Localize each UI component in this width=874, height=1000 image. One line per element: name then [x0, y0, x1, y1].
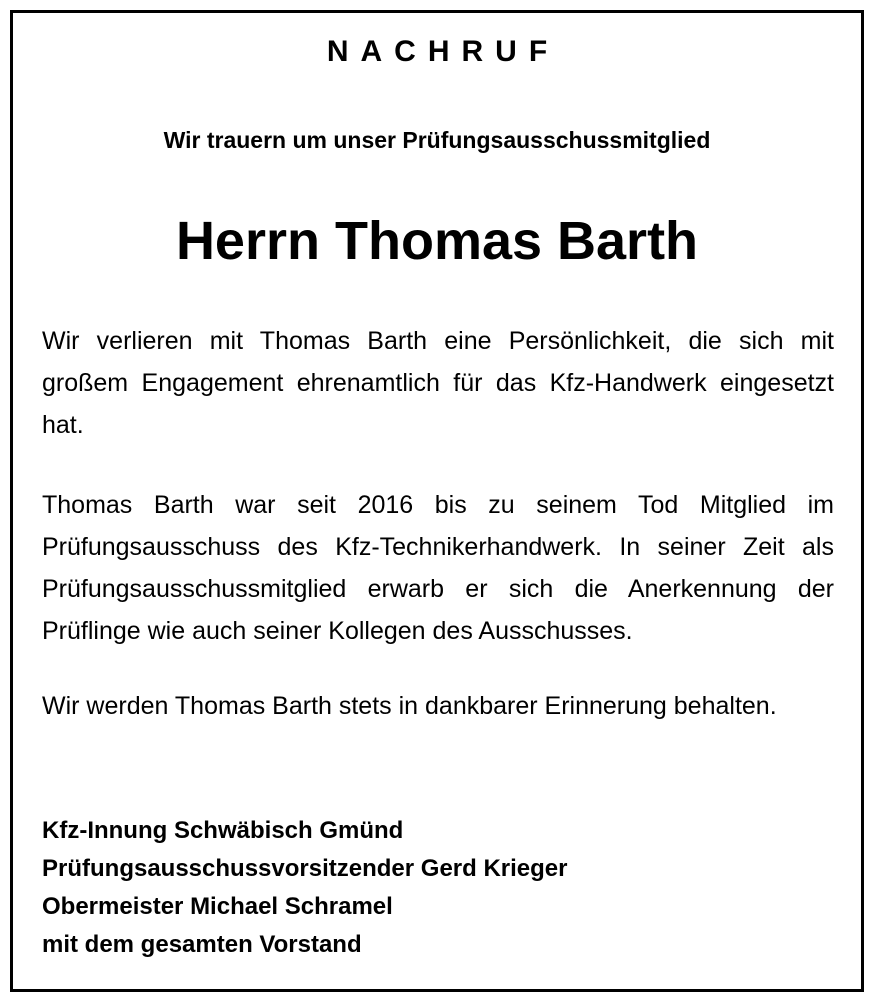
deceased-name: Herrn Thomas Barth: [175, 211, 699, 271]
signature-line-board: mit dem gesamten Vorstand: [42, 931, 362, 958]
paragraph-membership: Thomas Barth war seit 2016 bis zu seinem Tod Mitglied im Prüfungsausschuss des Kfz-Technikerhandwerk. In seiner Zeit als Prüfungsausschussmitglied erwarb er sich die Anerkennung der Prüflinge wie auch seiner Kollegen des Ausschusses.: [42, 491, 834, 645]
notice-heading: NACHRUF: [326, 35, 560, 68]
signature-line-chair: Prüfungsausschussvorsitzender Gerd Krieger: [42, 855, 568, 882]
paragraph-tribute: Wir verlieren mit Thomas Barth eine Persönlichkeit, die sich mit großem Engagement ehrenamtlich für das Kfz-Handwerk eingesetzt hat.: [42, 327, 834, 439]
paragraph-remembrance: Wir werden Thomas Barth stets in dankbarer Erinnerung behalten.: [42, 692, 777, 720]
signature-block: [42, 812, 834, 964]
notice-subheading: Wir trauern um unser Prüfungsausschussmitglied: [163, 127, 711, 153]
signature-line-master: Obermeister Michael Schramel: [42, 893, 393, 920]
signature-line-guild: Kfz-Innung Schwäbisch Gmünd: [42, 817, 404, 844]
